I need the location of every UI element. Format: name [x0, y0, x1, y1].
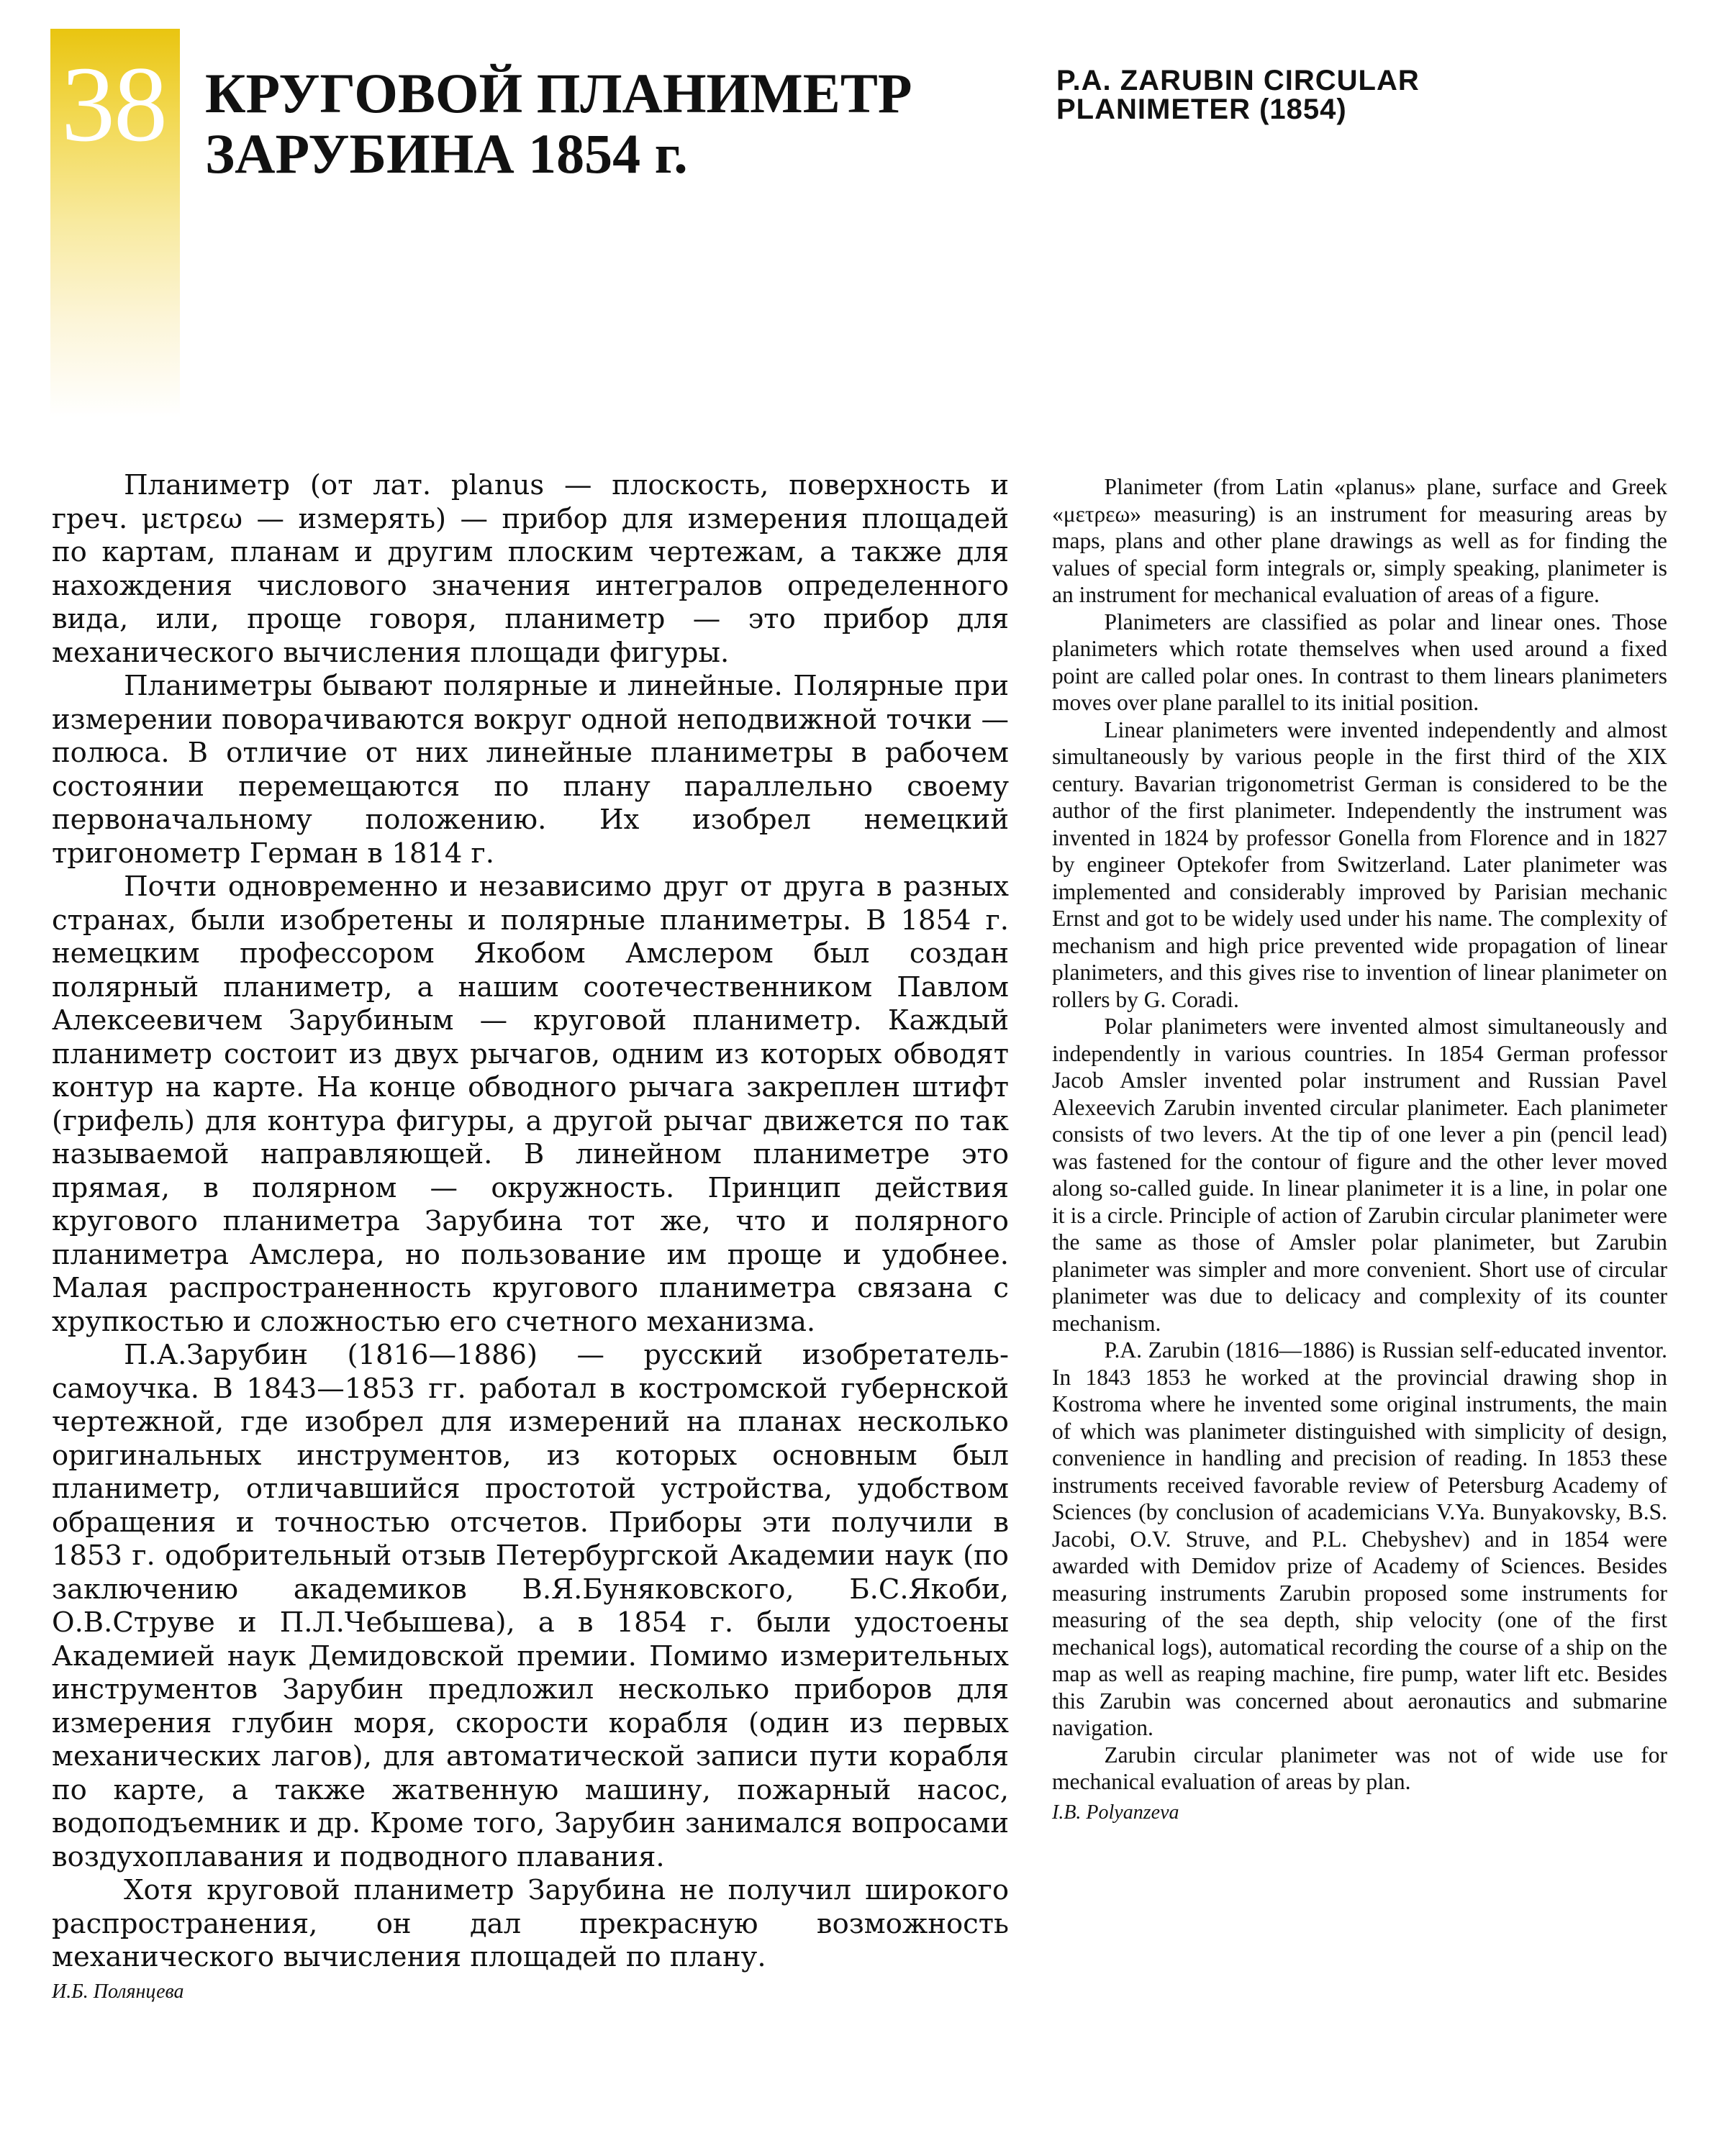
paragraph-en-5: P.A. Zarubin (1816—1886) is Russian self-educated inventor. In 1843 1853 he worked at the provincial drawing shop in Kostroma where he invented some original instruments, the main of which was planimeter distinguished with simplicity of design, convenience in handling and precision of reading. In 1853 these instruments received favorable review of Petersburg Academy of Sciences (by conclusion of academicians V.Ya. Bunyakovsky, B.S. Jacobi, O.V. Struve, and P.L. Chebyshev) and in 1854 were awarded with Demidov prize of Academy of Sciences. Besides measuring instruments Zarubin proposed some instruments for measuring of the sea depth, ship velocity (one of the first mechanical logs), automatical recording the course of a ship on the map as well as reaping machine, fire pump, water lift etc. Besides this Zarubin was concerned about aeronautics and submarine navigation. — [1052, 1337, 1667, 1740]
paragraph-ru-1: Планиметр (от лат. planus — плоскость, поверхность и греч. μετρεω — измерять) — прибор для измерения площадей по картам, планам и другим плоским чертежам, а также для нахождения числового значения интегралов определенного вида, или, проще говоря, планиметр — это прибор для механического вычисления площади фигуры. — [52, 469, 1009, 669]
title-english-line-2: PLANIMETER (1854) — [1056, 94, 1347, 125]
title-russian-line-2: ЗАРУБИНА 1854 г. — [205, 122, 688, 185]
paragraph-ru-3: Почти одновременно и независимо друг от друга в разных странах, были изобретены и полярные планиметры. В 1854 г. немецким профессором Якобом Амслером был создан полярный планиметр, а нашим соотечественником Павлом Алексеевичем Зарубиным — круговой планиметр. Каждый планиметр состоит из двух рычагов, одним из которых обводят контур на карте. На конце обводного рычага закреплен штифт (грифель) для контура фигуры, а другой рычаг движется по так называемой направляющей. В линейном планиметре это прямая, в полярном — окружность. Принцип действия кругового планиметра Зарубина тот же, что и полярного планиметра Амслера, но пользование им проще и удобнее. Малая распространенность кругового планиметра связана с хрупкостью и сложностью его счетного механизма. — [52, 870, 1009, 1338]
page-number: 38 — [61, 45, 166, 164]
title-english — [1056, 66, 1420, 124]
title-russian — [205, 63, 912, 184]
article-russian-column — [52, 469, 1009, 2005]
author-signature-ru: И.Б. Полянцева — [52, 1980, 184, 2003]
paragraph-en-2: Planimeters are classified as polar and linear ones. Those planimeters which rotate themselves when used around a fixed point are called polar ones. In contrast to them linears planimeters moves over plane parallel to its initial position. — [1052, 609, 1667, 715]
paragraph-en-6: Zarubin circular planimeter was not of wide use for mechanical evaluation of areas by plan. — [1052, 1742, 1667, 1794]
paragraph-ru-4: П.А.Зарубин (1816—1886) — русский изобретатель-самоучка. В 1843—1853 гг. работал в костромской губернской чертежной, где изобрел для измерений на планах несколько оригинальных инструментов, из которых основным был планиметр, отличавшийся простотой устройства, удобством обращения и точностью отсчетов. Приборы эти получили в 1853 г. одобрительный отзыв Петербургской Академии наук (по заключению академиков В.Я.Буняковского, Б.С.Якоби, О.В.Струве и П.Л.Чебышева), а в 1854 г. были удостоены Академией наук Демидовской премии. Помимо измерительных инструментов Зарубин предложил несколько приборов для измерения глубин моря, скорости корабля (один из первых механических лагов), для автоматической записи пути корабля по карте, а также жатвенную машину, пожарный насос, водоподъемник и др. Кроме того, Зарубин занимался вопросами воздухоплавания и подводного плавания. — [52, 1339, 1009, 1873]
article-english-column — [1052, 473, 1667, 1826]
title-russian-line-1: КРУГОВОЙ ПЛАНИМЕТР — [205, 62, 912, 124]
paragraph-ru-5: Хотя круговой планиметр Зарубина не получил широкого распространения, он дал прекрасную возможность механического вычисления площадей по плану. — [52, 1874, 1009, 1973]
title-english-line-1: P.A. ZARUBIN CIRCULAR — [1056, 65, 1420, 96]
paragraph-en-3: Linear planimeters were invented independently and almost simultaneously by various people in the first third of the XIX century. Bavarian trigonometrist German is considered to be the author of the first planimeter. Independently the instrument was invented in 1824 by professor Gonella from Florence and in 1827 by engineer Optekofer from Switzerland. Later planimeter was implemented and considerably improved by Parisian mechanic Ernst and got to be widely used under his name. The complexity of mechanism and high price prevented wide propagation of linear planimeters, and this gives rise to invention of linear planimeter on rollers by G. Coradi. — [1052, 717, 1667, 1012]
author-signature-en: I.B. Polyanzeva — [1052, 1801, 1179, 1824]
paragraph-ru-2: Планиметры бывают полярные и линейные. Полярные при измерении поворачиваются вокруг одной неподвижной точки — полюса. В отличие от них линейные планиметры в рабочем состоянии перемещаются по плану параллельно своему первоначальному положению. Их изобрел немецкий тригонометр Герман в 1814 г. — [52, 670, 1009, 870]
paragraph-en-1: Planimeter (from Latin «planus» plane, surface and Greek «μετρεω» measuring) is an instrument for measuring areas by maps, plans and other plane drawings as well as for finding the values of special form integrals or, simply speaking, planimeter is an instrument for mechanical evaluation of areas of a figure. — [1052, 474, 1667, 607]
paragraph-en-4: Polar planimeters were invented almost simultaneously and independently in various countries. In 1854 German professor Jacob Amsler invented polar instrument and Russian Pavel Alexeevich Zarubin invented circular planimeter. Each planimeter consists of two levers. At the tip of one lever a pin (pencil lead) was fastened for the contour of figure and the other lever moved along so-called guide. In linear planimeter it is a line, in polar one it is a circle. Principle of action of Zarubin circular planimeter were the same as those of Amsler polar planimeter, but Zarubin planimeter was simpler and more convenient. Short use of circular planimeter was due to delicacy and complexity of its counter mechanism. — [1052, 1014, 1667, 1336]
